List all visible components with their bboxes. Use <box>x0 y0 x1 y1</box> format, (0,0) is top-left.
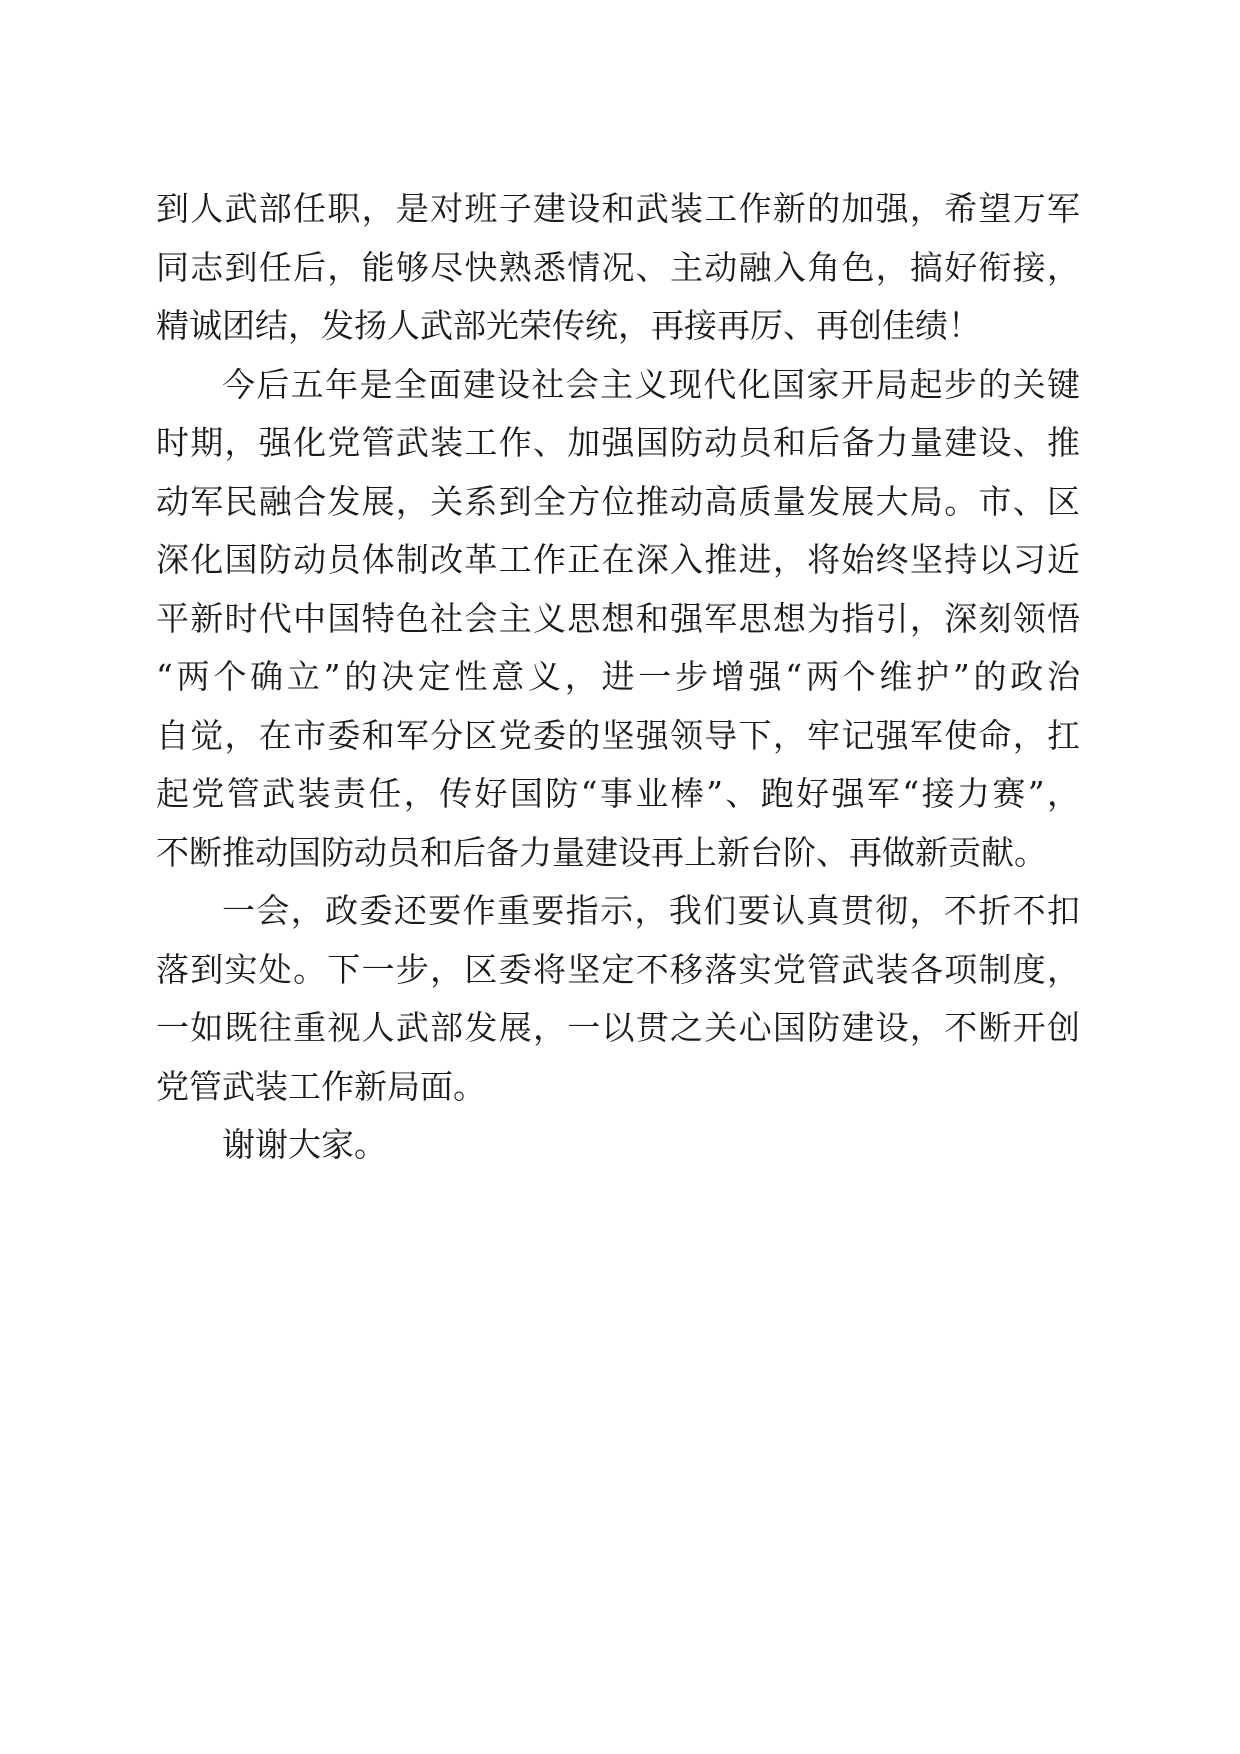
text-line: 深化国防动员体制改革工作正在深入推进，将始终坚持以习近 <box>156 540 1080 579</box>
text-line: 平新时代中国特色社会主义思想和强军思想为指引，深刻领悟 <box>156 598 1080 638</box>
text-line: 到人武部任职，是对班子建设和武装工作新的加强，希望万军 <box>156 189 1080 228</box>
document-body <box>156 180 1080 1175</box>
text-line: 一如既往重视人武部发展，一以贯之关心国防建设，不断开创 <box>156 1008 1080 1047</box>
text-line: “两个确立”的决定性意义，进一步增强“两个维护”的政治 <box>156 657 1080 696</box>
text-line: 时期，强化党管武装工作、加强国防动员和后备力量建设、推 <box>156 423 1080 462</box>
text-line: 党管武装工作新局面。 <box>156 1066 486 1106</box>
text-line: 一会，政委还要作重要指示，我们要认真贯彻，不折不扣 <box>222 891 1080 930</box>
text-line: 起党管武装责任，传好国防“事业棒”、跑好强军“接力赛”， <box>156 774 1080 813</box>
text-line: 今后五年是全面建设社会主义现代化国家开局起步的关键 <box>222 364 1080 404</box>
text-line: 谢谢大家。 <box>222 1125 387 1164</box>
text-line: 不断推动国防动员和后备力量建设再上新台阶、再做新贡献。 <box>156 832 1047 872</box>
text-line: 精诚团结，发扬人武部光荣传统，再接再厉、再创佳绩！ <box>156 306 981 345</box>
text-line: 动军民融合发展，关系到全方位推动高质量发展大局。市、区 <box>156 481 1080 521</box>
text-line: 自觉，在市委和军分区党委的坚强领导下，牢记强军使命，扛 <box>156 715 1080 755</box>
text-line: 同志到任后，能够尽快熟悉情况、主动融入角色，搞好衔接， <box>156 247 1080 287</box>
text-line: 落到实处。下一步，区委将坚定不移落实党管武装各项制度， <box>156 949 1080 989</box>
